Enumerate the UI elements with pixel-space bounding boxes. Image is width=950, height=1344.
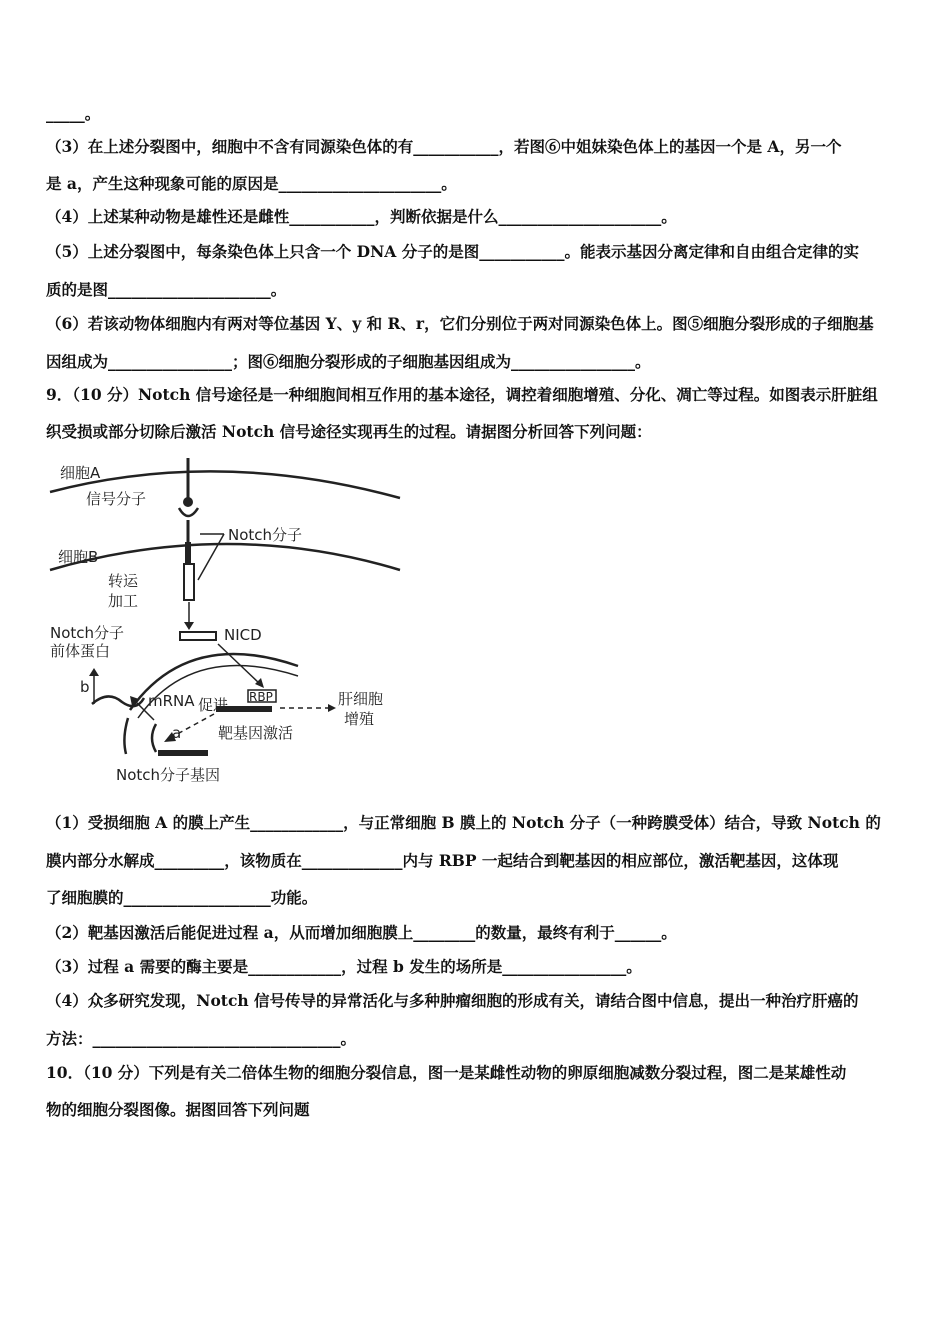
label-cell-b: 细胞B bbox=[58, 548, 99, 566]
label-liver-2: 增殖 bbox=[344, 710, 375, 728]
text-line-5: 质的是图_____________________。 bbox=[46, 280, 287, 299]
question-9-sub-4-line-1: （4）众多研究发现，Notch 信号传导的异常活化与多种肿瘤细胞的形成有关，请结合图中信息，提出一种治疗肝癌的 bbox=[46, 991, 859, 1010]
notch-gene-dna bbox=[158, 750, 208, 756]
cell-b-membrane bbox=[50, 544, 400, 570]
gene-strand-right bbox=[152, 724, 156, 752]
signal-molecule-head bbox=[183, 497, 193, 507]
liver-proliferation-arrowhead bbox=[328, 704, 336, 712]
question-10-line-2: 物的细胞分裂图像。据图回答下列问题 bbox=[46, 1100, 310, 1119]
question-9-sub-1-line-2: 膜内部分水解成_________，该物质在_____________内与 RBP 一起结合到靶基因的相应部位，激活靶基因，这体现 bbox=[46, 851, 839, 870]
label-notch-gene: Notch分子基因 bbox=[116, 766, 221, 784]
question-9-line-2: 织受损或部分切除后激活 Notch 信号途径实现再生的过程。请据图分析回答下列问题： bbox=[46, 422, 652, 441]
question-10-line-1: 10．（10 分）下列是有关二倍体生物的细胞分裂信息，图一是某雌性动物的卵原细胞减数分裂过程，图二是某雄性动 bbox=[46, 1063, 847, 1082]
notch-pointer-2 bbox=[198, 534, 224, 580]
notch-transmembrane bbox=[185, 542, 191, 564]
nicd-to-rbp-arrow bbox=[218, 644, 260, 684]
text-line-2: 是 a，产生这种现象可能的原因是_____________________。 bbox=[46, 174, 457, 193]
question-9-line-1: 9．（10 分）Notch 信号途径是一种细胞间相互作用的基本途径，调控着细胞增殖、分化、凋亡等过程。如图表示肝脏组 bbox=[46, 385, 878, 404]
label-liver-1: 肝细胞 bbox=[338, 690, 384, 708]
label-target-activation: 靶基因激活 bbox=[218, 724, 294, 742]
label-notch-molecule: Notch分子 bbox=[228, 526, 303, 544]
text-line-4: （5）上述分裂图中，每条染色体上只含一个 DNA 分子的是图___________。能表示基因分离定律和自由组合定律的实 bbox=[46, 242, 859, 261]
cleavage-arrowhead bbox=[184, 622, 194, 630]
process-b-arrowhead bbox=[89, 668, 99, 676]
label-transport-2: 加工 bbox=[108, 592, 139, 610]
label-a: a bbox=[172, 724, 182, 742]
question-9-sub-1-line-1: （1）受损细胞 A 的膜上产生____________，与正常细胞 B 膜上的 Notch 分子（一种跨膜受体）结合，导致 Notch 的 bbox=[46, 813, 881, 832]
question-9-sub-2: （2）靶基因激活后能促进过程 a，从而增加细胞膜上________的数量，最终有利于______。 bbox=[46, 923, 677, 942]
text-line-1: （3）在上述分裂图中，细胞中不含有同源染色体的有___________，若图⑥中姐妹染色体上的基因一个是 A，另一个 bbox=[46, 137, 842, 156]
question-9-sub-1-line-3: 了细胞膜的___________________功能。 bbox=[46, 888, 318, 907]
label-mrna: mRNA bbox=[148, 692, 195, 710]
label-transport-1: 转运 bbox=[108, 572, 139, 590]
question-9-sub-3: （3）过程 a 需要的酶主要是____________，过程 b 发生的场所是________________。 bbox=[46, 957, 642, 976]
text-line-0: _____。 bbox=[46, 104, 101, 123]
nicd-fragment bbox=[180, 632, 216, 640]
label-promote: 促进 bbox=[198, 696, 229, 714]
label-rbp: RBP bbox=[249, 690, 273, 704]
notch-receptor-cup bbox=[179, 508, 198, 516]
label-precursor-2: 前体蛋白 bbox=[50, 642, 111, 660]
gene-strand-left bbox=[124, 718, 128, 754]
label-precursor-1: Notch分子 bbox=[50, 624, 125, 642]
question-9-sub-4-line-2: 方法：________________________________。 bbox=[46, 1029, 357, 1048]
notch-pathway-diagram bbox=[48, 452, 408, 790]
label-nicd: NICD bbox=[224, 626, 262, 644]
text-line-7: 因组成为________________；图⑥细胞分裂形成的子细胞基因组成为________________。 bbox=[46, 352, 651, 371]
label-signal-molecule: 信号分子 bbox=[86, 490, 147, 508]
text-line-6: （6）若该动物体细胞内有两对等位基因 Y、y 和 R、r，它们分别位于两对同源染色体上。图⑤细胞分裂形成的子细胞基 bbox=[46, 314, 874, 333]
text-line-3: （4）上述某种动物是雄性还是雌性___________，判断依据是什么_____________________。 bbox=[46, 207, 677, 226]
label-cell-a: 细胞A bbox=[60, 464, 101, 482]
label-b: b bbox=[80, 678, 90, 696]
notch-inner-rect bbox=[184, 564, 194, 600]
